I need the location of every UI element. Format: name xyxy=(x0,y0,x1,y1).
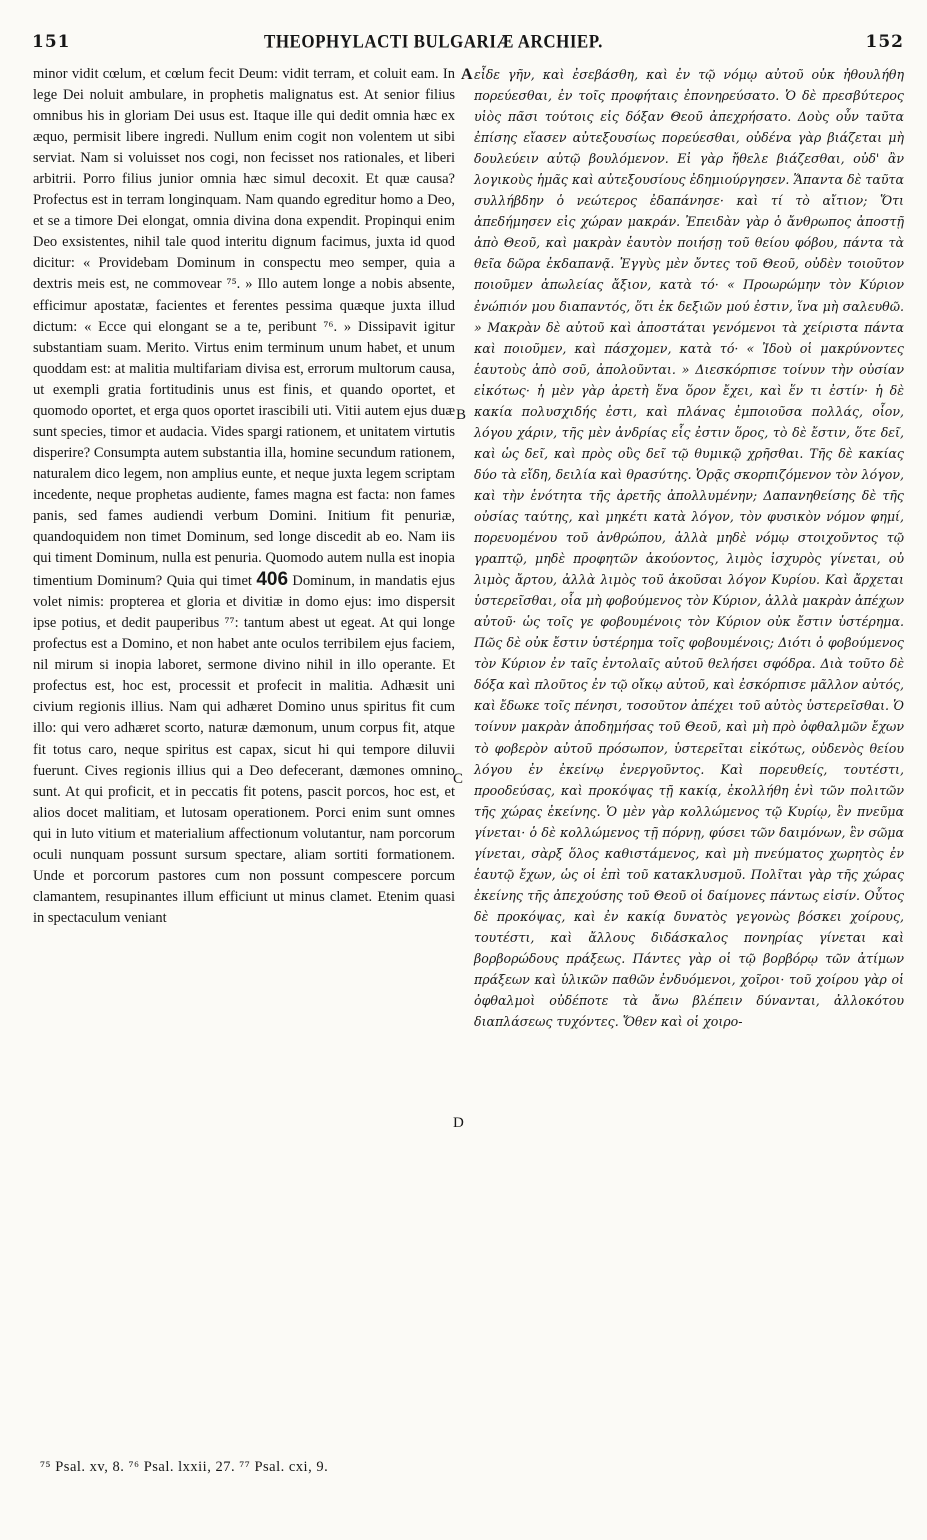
section-marker-b: B xyxy=(456,407,467,423)
latin-column xyxy=(33,64,455,929)
latin-paragraph-2: Dominum, in mandatis ejus volet nimis: propterea et gloria et divitiæ in domo ejus: imo dispersit ipse potius, et dedit pauperibus ⁷⁷: tantum abest ut egeat. At qui longe profectus est a Domino, et non habet ante oculos terribilem ejus faciem, nil mirum si inopia laboret, sermone divino nihil in illo operante. Et profectus est, hoc est, processit et profecit in malitia. Adhæsit uni civium regionis illius. Nam qui adhæret Domino unus spiritus fit cum illo: qui vero adhæret scorto, naturæ dæmonum, unum corpus fit, atque fit totus caro, neque spiritus est capax, sicut hi qui tempore diluvii fuerunt. Cives regionis illius qui a Deo defecerant, dæmones omnino sunt. At qui proficit, et in peccatis fit potens, pascit porcos, hoc est, et alios docet malitiam, et lutosam operationem. Porci enim sunt omnes qui in luto vitium et materialium affectionum volutantur, nam porcorum oculi nunquam possunt sursum spectare, aliam sortiti formationem. Unde et porcorum pastores cum non possunt compescere porcum clamantem, resupinantes illum efficiunt ut minus clamet. Etenim quasi in spectaculum veniant xyxy=(33,573,455,926)
latin-text xyxy=(33,64,455,929)
page-number-right: 152 xyxy=(865,32,904,52)
section-marker-c: C xyxy=(453,771,464,787)
section-marker-a: A xyxy=(461,66,473,83)
greek-column xyxy=(474,64,904,1032)
page-number-left: 151 xyxy=(32,32,71,52)
section-marker-d: D xyxy=(453,1115,464,1131)
greek-text: εἶδε γῆν, καὶ ἐσεβάσθη, καὶ ἐν τῷ νόμῳ αὐτοῦ οὐκ ἠθουλήθη πορεύεσθαι, ἐν τοῖς προφήταις ἐπονηρεύσατο. Ὁ δὲ πρεσβύτερος υἱὸς πᾶσι τούτοις εἰς δόξαν Θεοῦ ἀπεχρήσατο. Δοὺς οὖν ταῦτα ἐπίσης εἴασεν αὐτεξουσίως πορεύεσθαι, οὐδένα γὰρ βιάζεται μὴ δουλεύειν αὐτῷ βουλόμενον. Εἰ γὰρ ἤθελε βιάζεσθαι, οὐδ' ἂν λογικοὺς ἡμᾶς καὶ αὐτεξουσίους ἐδημιούργησεν. Ἅπαντα δὲ ταῦτα συλλήβδην ὁ νεώτερος ἐδαπάνησε· καὶ τί τὸ αἴτιον; Ὅτι ἀπεδήμησεν εἰς χώραν μακράν. Ἐπειδὰν γὰρ ὁ ἄνθρωπος ἀποστῇ ἀπὸ Θεοῦ, καὶ μακρὰν ἑαυτὸν ποιήσῃ τοῦ θείου φόβου, πάντα τὰ θεῖα δῶρα ἐκδαπανᾷ. Ἐγγὺς μὲν ὄντες τοῦ Θεοῦ, οὐδὲν τοιοῦτον ποιοῦμεν ἀπωλείας ἄξιον, κατὰ τό· « Προωρώμην τὸν Κύριον ἐνώπιόν μου διαπαντός, ὅτι ἐκ δεξιῶν μού ἐστιν, ἵνα μὴ σαλευθῶ. » Μακρὰν δὲ αὐτοῦ καὶ ἀποστάται γενόμενοι τὰ χείριστα πάντα καὶ ποιοῦμεν, καὶ πάσχομεν, κατὰ τό· « Ἰδοὺ οἱ μακρύνοντες ἑαυτοὺς ἀπὸ σοῦ, ἀπολοῦνται. » Διεσκόρπισε τοίνυν τὴν οὐσίαν εἰκότως· ἡ μὲν γὰρ ἀρετὴ ἕνα ὅρον ἔχει, καὶ ἕν τι ἐστίν· ἡ δὲ κακία πολυσχιδής ἐστι, καὶ πλάνας ἐμποιοῦσα πολλάς, οἷον, λόγου χάριν, τῆς μὲν ἀνδρίας εἷς ἐστιν ὅρος, τὸ δὲ ἔστιν, ὅτε δεῖ, καὶ ὡς δεῖ, καὶ πρὸς οὓς δεῖ τῷ θυμικῷ χρῆσθαι. Τῆς δὲ κακίας δύο τὰ εἴδη, δειλία καὶ θρασύτης. Ὁρᾷς σκορπιζόμενον τὸν λόγον, καὶ τὴν ἑνότητα τῆς ἀρετῆς ἀπολλυμένην; Δαπανηθείσης δὲ τῆς οὐσίας ταύτης, καὶ μηκέτι κατὰ λόγον, τὸν φυσικὸν νόμον φημί, πορευομένου τοῦ ἀνθρώπου, ἀλλὰ μηδὲ νόμῳ στοιχοῦντος τῷ γραπτῷ, μηδὲ προφητῶν ἀκούοντος, λιμὸς ἰσχυρὸς γίνεται, οὐ λιμὸς ἄρτου, ἀλλὰ λιμὸς τοῦ ἀκοῦσαι λόγον Κυρίου. Καὶ ἄρχεται ὑστερεῖσθαι, οἷα μὴ φοβούμενος τὸν Κύριον, ἀλλὰ μακρὰν ἀπέχων αὐτοῦ· ὡς τοῖς γε φοβουμένοις τὸν Κύριον οὐκ ἔστιν ὑστέρημα. Πῶς δὲ οὐκ ἔστιν ὑστέρημα τοῖς φοβουμένοις; Διότι ὁ φοβούμενος τὸν Κύριον ἐν ταῖς ἐντολαῖς αὐτοῦ θελήσει σφόδρα. Διὰ τοῦτο δὲ δόξα καὶ πλοῦτος ἐν τῷ οἴκῳ αὐτοῦ, καὶ ἐσκόρπισε μᾶλλον αὐτός, καὶ ἔδωκε τοῖς πένησι, τοσοῦτον ἀπέχει τοῦ αὐτὸς ὑστερεῖσθαι. Ὁ τοίνυν μακρὰν ἀποδημήσας τοῦ Θεοῦ, καὶ μὴ πρὸ ὀφθαλμῶν ἔχων τὸ φοβερὸν αὐτοῦ πρόσωπον, ὑστερεῖται εἰκότως, οὐδενὸς θείου λόγου ἐν ἐκείνῳ ἐνεργοῦντος. Καὶ πορευθείς, τουτέστι, προοδεύσας, καὶ προκόψας τῇ κακίᾳ, ἐκολλήθη ἑνὶ τῶν πολιτῶν τῆς χώρας ἐκείνης. Ὁ μὲν γὰρ κολλώμενος τῷ Κυρίῳ, ἓν πνεῦμα γίνεται· ὁ δὲ κολλώμενος τῇ πόρνῃ, φύσει τῶν δαιμόνων, ἓν σῶμα γίνεται, σὰρξ ὅλος καθιστάμενος, καὶ μὴ πνεύματος χωρητὸς ἐν ἑαυτῷ ἔχων, ὡς οἱ ἐπὶ τοῦ κατακλυσμοῦ. Πολῖται γὰρ τῆς χώρας ἐκείνης τῆς ἀπεχούσης τοῦ Θεοῦ οἱ δαίμονες πάντως εἰσίν. Οὗτος δὲ προκόψας, καὶ ἐν κακίᾳ δυνατὸς γεγονὼς βόσκει χοίρους, τουτέστι, καὶ ἄλλους διδάσκαλος πονηρίας γίνεται καὶ βορβορώδους πράξεως. Πάντες γὰρ οἱ τῷ βορβόρῳ τῶν ἀτίμων πράξεων καὶ ὑλικῶν παθῶν ἐνδυόμενοι, χοῖροι· τοῦ χοίρου γὰρ οἱ ὀφθαλμοὶ οὐδέποτε τὰ ἄνω βλέπειν δύνανται, ἀλλοκότου διαπλάσεως τυχόντες. Ὅθεν καὶ οἱ χοιρο- xyxy=(474,67,904,1030)
footnotes: ⁷⁵ Psal. xv, 8. ⁷⁶ Psal. lxxii, 27. ⁷⁷ Psal. cxi, 9. xyxy=(40,1459,329,1475)
running-header xyxy=(24,14,904,54)
page-badge: 406 xyxy=(256,569,289,591)
latin-paragraph-1: minor vidit cœlum, et cœlum fecit Deum: vidit terram, et coluit eam. In lege Dei noluit ambulare, in prophetis malignatus est. At senior filius omnibus his in gloriam Dei usus est. Itaque ille qui dedit omnia hæc ex æquo, permisit libere ingredi. Nullum enim cogit non volentem ut sibi serviat. Nam si voluisset nos cogi, non fecisset nos rationales, et liberi arbitrii. Porro filius junior omnia hæc simul decoxit. Et quæ causa? Profectus est in terram longinquam. Nam quando egreditur homo a Deo, et se a timore Dei elongat, omnia divina dona expendit. Propinqui enim Deo exsistentes, nihil tale quod interitu dignum facimus, juxta id quod dicitur: « Providebam Dominum in conspectu meo semper, quia a dextris meis est, ne commovear ⁷⁵. » Illo autem longe a nobis absente, efficimur apostatæ, facientes et ferentes pessima quæque juxta illud dictum: « Ecce qui elongant se a te, peribunt ⁷⁶. » Dissipavit igitur substantiam suam. Merito. Virtus enim terminum unum habet, et unum quoddam est: at malitia multifariam divisa est, errorum multorum causa, ut exempli gratia fortitudinis unus est finis, et quando oportet, et quomodo oportet, et erga quos oportet irascibili uti. Vitii autem ejus duæ sunt species, timor et audacia. Vides spargi rationem, et unitatem virtutis disperire? Consumpta autem substantia illa, homine secundum rationem, naturalem dico legem, non amplius eunte, et neque juxta legem scriptam incedente, neque prophetas audiente, fames magna est facta: non fames panis, sed fames audiendi verbum Domini. Initium fit penuriæ, quandoquidem non timet Dominum, sed longe discedit ab eo. Nam iis qui timent Dominum, nulla est penuria. Quomodo autem nulla est inopia timentium Dominum? Quia qui timet xyxy=(33,66,455,590)
running-title: THEOPHYLACTI BULGARIÆ ARCHIEP. xyxy=(264,30,603,53)
